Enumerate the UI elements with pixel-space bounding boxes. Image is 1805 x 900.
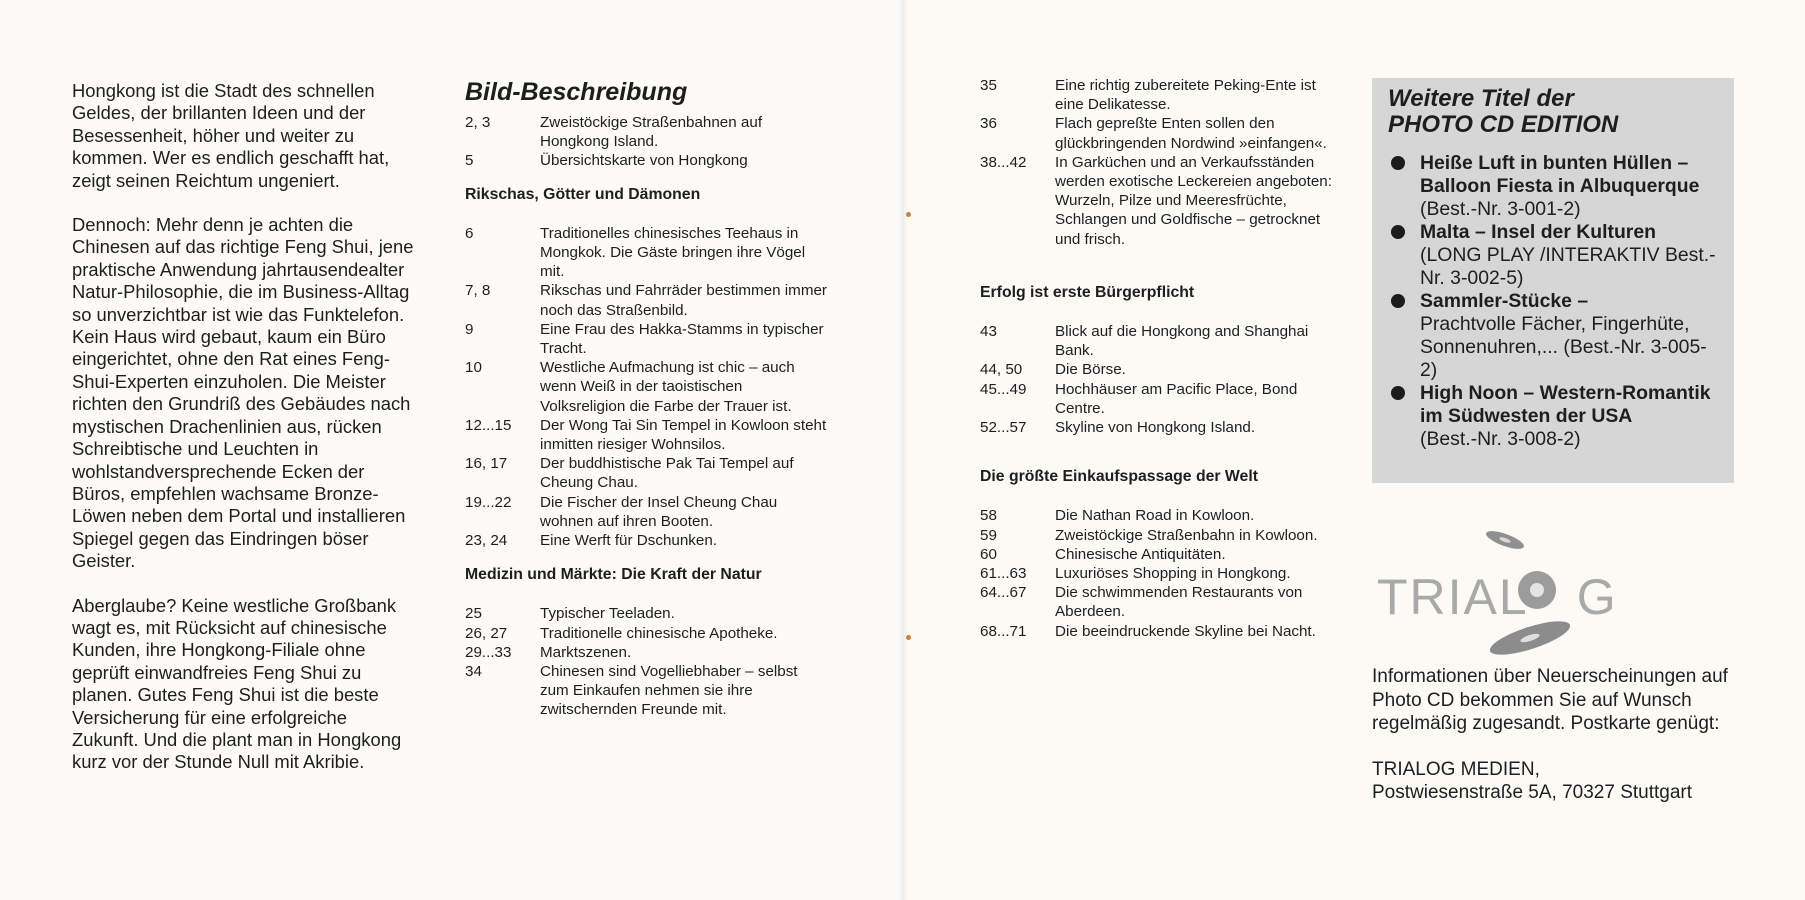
picture-caption: Die Fischer der Insel Cheung Chau wohnen auf ihren Booten. [540,493,778,530]
picture-number: 52...57 [980,419,1027,437]
picture-caption: Der Wong Tai Sin Tempel in Kowloon steht inmitten riesiger Wohnsilos. [540,416,827,454]
subsection-heading: Medizin und Märkte: Die Kraft der Natur [465,566,762,584]
subsection-heading: Rikschas, Götter und Dämonen [465,185,701,203]
list-item [465,454,827,492]
list-item [980,76,1335,114]
picture-caption: Eine richtig zubereitete Peking-Ente ist eine Delikatesse. [1055,77,1316,114]
picture-number: 44, 50 [980,361,1023,379]
picture-caption: Flach gepreßte Enten sollen den glückbringenden Nordwind »einfangen«. [1055,115,1327,152]
title-name: Sammler-Stücke – [1420,290,1589,312]
picture-number: 2, 3 [465,114,491,131]
picture-caption: Chinesen sind Vogelliebhaber – selbst zum Einkaufen nehmen sie ihre zwitschernden Freunde mit. [540,663,798,719]
list-item [980,506,1335,525]
picture-caption: Zweistöckige Straßenbahnen auf Hongkong Island. [540,114,763,151]
picture-caption: Marktszenen. [540,643,632,661]
list-item [980,360,1335,379]
picture-caption: Die schwimmenden Restaurants von Aberdeen. [1055,584,1303,621]
picture-number: 36 [980,115,997,133]
picture-number: 45...49 [980,380,1027,398]
picture-caption: Traditionelles chinesisches Teehaus in Mongkok. Die Gäste bringen ihre Vögel mit. [540,224,806,281]
picture-caption: Eine Werft für Dschunken. [540,532,717,550]
picture-caption: Traditionelle chinesische Apotheke. [540,624,778,642]
picture-number: 60 [980,545,997,563]
list-item [465,643,827,662]
subsection-heading: Erfolg ist erste Bürgerpflicht [980,283,1195,301]
picture-number: 43 [980,323,997,341]
list-item [980,583,1335,621]
picture-number: 9 [465,320,474,338]
paragraph: Dennoch: Mehr denn je achten die Chinesen auf das richtige Feng Shui, jene praktische Anwendung jahrtausendealter Natur-Philosophie, die im Business-Alltag so unverzichtbar ist wie das Funktelefon. Kein Haus wird gebaut, kaum ein Büro eingerichtet, ohne den Rat eines Feng-Shui-Experten einzuholen. Die Meister richten den Grundriß des Gebäudes nach mystischen Drachenlinien aus, rücken Schreibtische und Leuchten in wohlstandversprechende Ecken der Büros, empfehlen wachsame Bronze-Löwen neben dem Portal und installieren Spiegel gegen das Eindringen böser Geister. [72,214,414,572]
list-item [1388,382,1720,451]
picture-number: 6 [465,224,474,242]
picture-caption: Westliche Aufmachung ist chic – auch wenn Weiß in der taoistischen Volksreligion die Farbe der Trauer ist. [540,359,795,415]
picture-description [465,78,827,720]
logo-text [1377,568,1618,626]
picture-number: 10 [465,359,482,377]
picture-number: 25 [465,605,482,623]
picture-caption: Luxuriöses Shopping in Hongkong. [1055,565,1291,583]
info-text [1372,665,1752,827]
picture-caption: Blick auf die Hongkong and Shanghai Bank. [1055,323,1309,360]
list-item [465,493,827,531]
intro-text [72,80,417,796]
picture-number: 7, 8 [465,282,491,300]
picture-number: 35 [980,77,997,94]
picture-caption: Übersichtskarte von Hongkong [540,152,748,170]
picture-number: 64...67 [980,584,1027,602]
list-item [465,224,827,282]
paragraph: Aberglaube? Keine westliche Großbank wagt es, mit Rücksicht auf chinesische Kunden, ihre Hongkong-Filiale ohne geprüft einwandfreies Feng Shui zu planen. Gutes Feng Shui ist die beste Versicherung für eine erfolgreiche Zukunft. Und die plant man in Hongkong kurz vor der Stunde Null mit Akribie. [72,594,402,773]
list-item [980,622,1335,641]
address-line: TRIALOG MEDIEN, [1372,758,1540,780]
picture-number: 26, 27 [465,624,508,642]
bullet-icon [1391,156,1405,170]
list-item [465,604,827,623]
print-mark [906,212,911,217]
list-item [465,358,827,416]
list-item [465,416,827,454]
picture-number: 68...71 [980,622,1027,640]
page-fold [898,0,908,900]
more-titles-box [1372,78,1734,483]
picture-number: 61...63 [980,565,1027,583]
box-title [1388,86,1720,138]
picture-number: 34 [465,663,482,681]
list-item [980,545,1335,564]
list-item [1388,221,1720,290]
list-item [465,624,827,643]
picture-caption: Der buddhistische Pak Tai Tempel auf Cheung Chau. [540,455,794,492]
list-item [465,320,827,358]
list-item [980,114,1335,152]
picture-number: 58 [980,507,997,525]
logo-text-right: G [1576,569,1618,625]
picture-caption: Skyline von Hongkong Island. [1055,419,1256,437]
print-mark [906,635,911,640]
order-number: (Best.-Nr. 3-008-2) [1420,428,1581,450]
box-title-line: Weitere Titel der [1388,85,1574,112]
picture-caption: In Garküchen und an Verkaufsständen werden exotische Leckereien angeboten: Wurzeln, Pilze und Meeresfrüchte, Schlangen und Goldfische – getrocknet und frisch. [1055,153,1332,248]
list-item [1388,290,1720,382]
picture-number: 59 [980,526,997,544]
title-name: High Noon – Western-Romantik im Südwesten der USA [1420,382,1711,427]
list-item [980,564,1335,583]
picture-caption: Die beeindruckende Skyline bei Nacht. [1055,622,1316,640]
bullet-icon [1391,294,1405,308]
list-item [980,380,1335,418]
list-item [465,531,827,550]
picture-caption: Hochhäuser am Pacific Place, Bond Centre. [1055,380,1298,417]
subsection-heading: Die größte Einkaufspassage der Welt [980,468,1258,486]
list-item [980,153,1335,249]
box-title-line: PHOTO CD EDITION [1388,111,1619,138]
list-item [980,322,1335,360]
section-title: Bild-Beschreibung [465,78,688,106]
picture-number: 12...15 [465,416,512,434]
picture-caption: Eine Frau des Hakka-Stamms in typischer Tracht. [540,320,824,358]
publisher-address [1372,758,1752,805]
picture-description-continued [980,76,1335,641]
picture-number: 38...42 [980,153,1027,171]
picture-caption: Die Börse. [1055,361,1126,379]
picture-caption: Zweistöckige Straßenbahn in Kowloon. [1055,526,1318,544]
picture-number: 19...22 [465,493,512,511]
list-item [980,418,1335,437]
list-item [465,662,827,720]
logo-text-left: TRIAL [1377,569,1529,625]
picture-number: 23, 24 [465,532,508,550]
order-number: (LONG PLAY /INTERAKTIV Best.-Nr. 3-002-5) [1420,244,1716,289]
order-number: Prachtvolle Fächer, Fingerhüte, Sonnenuhren,... (Best.-Nr. 3-005-2) [1420,313,1707,381]
bullet-icon [1391,386,1405,400]
title-name: Malta – Insel der Kulturen [1420,221,1656,243]
bullet-icon [1391,225,1405,239]
paragraph: Hongkong ist die Stadt des schnellen Geldes, der brillanten Ideen und der Besessenheit, höher und weiter zu kommen. Wer es endlich geschafft hat, zeigt seinen Reichtum ungeniert. [72,80,390,191]
picture-number: 5 [465,152,474,170]
list-item [465,151,827,170]
picture-caption: Chinesische Antiquitäten. [1055,545,1226,563]
list-item [465,113,827,151]
list-item [980,526,1335,545]
list-item [465,281,827,319]
picture-caption: Typischer Teeladen. [540,605,675,623]
picture-number: 29...33 [465,643,512,661]
address-line: Postwiesenstraße 5A, 70327 Stuttgart [1372,782,1693,803]
picture-caption: Rikschas und Fahrräder bestimmen immer noch das Straßenbild. [540,282,827,319]
picture-number: 16, 17 [465,455,508,473]
list-item [1388,152,1720,221]
title-name: Heiße Luft in bunten Hüllen – Balloon Fiesta in Albuquerque [1420,152,1700,197]
picture-caption: Die Nathan Road in Kowloon. [1055,507,1255,525]
info-paragraph: Informationen über Neuerscheinungen auf Photo CD bekommen Sie auf Wunsch regelmäßig zugesandt. Postkarte genügt: [1372,666,1728,734]
order-number: (Best.-Nr. 3-001-2) [1420,198,1581,220]
